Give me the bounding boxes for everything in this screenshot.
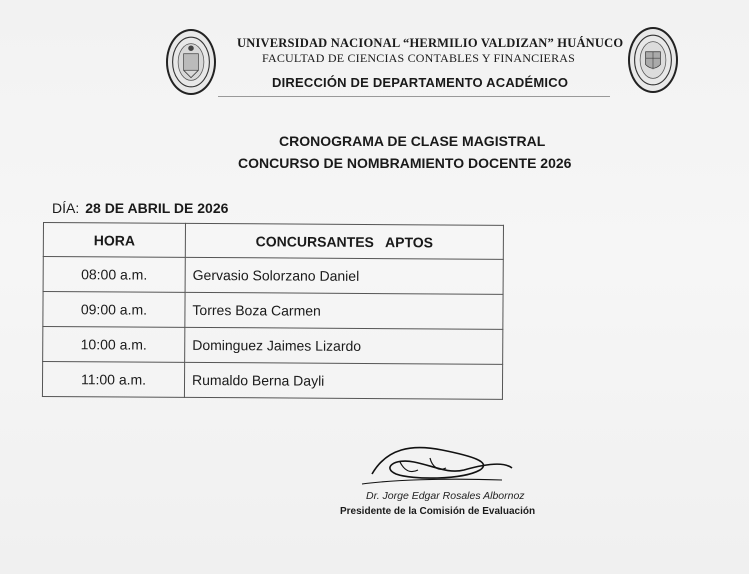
table-row bbox=[43, 257, 503, 295]
signatory-role: Presidente de la Comisión de Evaluación bbox=[340, 506, 536, 517]
schedule-date bbox=[52, 200, 228, 216]
header-divider bbox=[218, 96, 610, 97]
table-row bbox=[43, 327, 503, 365]
schedule-table bbox=[42, 222, 504, 400]
column-header-hora: HORA bbox=[43, 223, 185, 258]
table-row bbox=[42, 362, 502, 400]
directorate-name: DIRECCIÓN DE DEPARTAMENTO ACADÉMICO bbox=[272, 75, 569, 90]
cell-hora: 09:00 a.m. bbox=[43, 292, 185, 328]
document-title: CRONOGRAMA DE CLASE MAGISTRAL bbox=[279, 133, 546, 149]
table-header-row bbox=[43, 223, 503, 260]
signatory-name: Dr. Jorge Edgar Rosales Albornoz bbox=[366, 490, 525, 502]
university-seal-icon bbox=[166, 29, 216, 95]
cell-concursante: Dominguez Jaimes Lizardo bbox=[185, 327, 503, 364]
column-header-concursantes: CONCURSANTES APTOS bbox=[185, 223, 503, 259]
cell-concursante: Torres Boza Carmen bbox=[185, 292, 503, 329]
university-name: UNIVERSIDAD NACIONAL “HERMILIO VALDIZAN” HUÁNUCO bbox=[237, 36, 624, 50]
cell-hora: 08:00 a.m. bbox=[43, 257, 185, 293]
cell-hora: 10:00 a.m. bbox=[43, 327, 185, 363]
date-value: 28 DE ABRIL DE 2026 bbox=[85, 200, 229, 216]
table-row bbox=[43, 292, 503, 330]
date-label: DÍA: bbox=[52, 200, 80, 216]
cell-concursante: Rumaldo Berna Dayli bbox=[184, 362, 502, 399]
faculty-name: FACULTAD DE CIENCIAS CONTABLES Y FINANCIERAS bbox=[262, 51, 576, 65]
cell-hora: 11:00 a.m. bbox=[42, 362, 184, 398]
document-subtitle: CONCURSO DE NOMBRAMIENTO DOCENTE 2026 bbox=[238, 155, 572, 171]
cell-concursante: Gervasio Solorzano Daniel bbox=[185, 257, 503, 294]
